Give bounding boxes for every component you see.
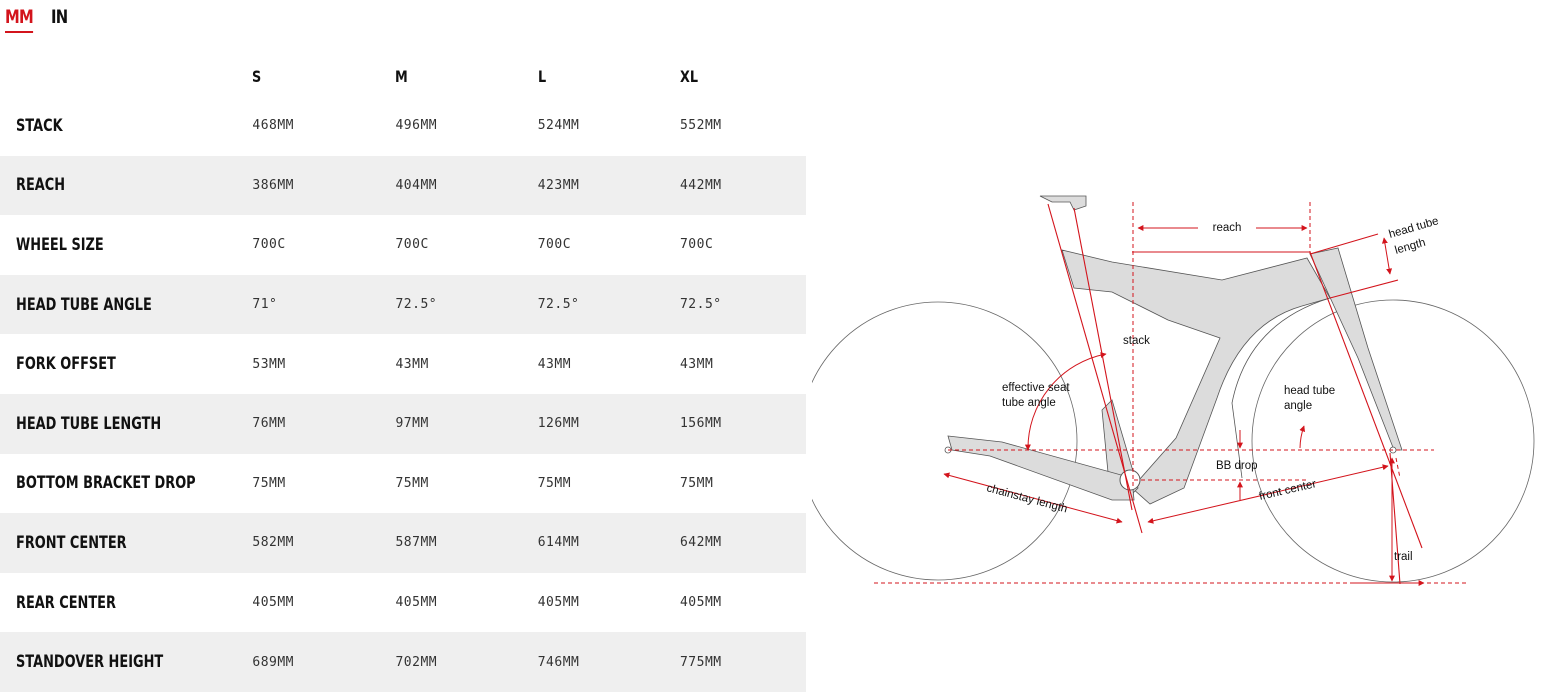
cell-value: 404MM [395, 177, 438, 193]
label-reach: reach [1212, 222, 1242, 234]
cell-value: 53MM [252, 356, 286, 372]
cell-value: 496MM [395, 118, 438, 134]
cell-value: 43MM [679, 356, 714, 372]
cell-value: 126MM [537, 416, 580, 432]
cell-value: 72.5° [679, 297, 722, 313]
table-row [0, 513, 806, 573]
cell-value: 97MM [395, 416, 429, 432]
cell-value: 75MM [395, 475, 429, 491]
table-row [0, 275, 806, 335]
cell-value: 775MM [679, 654, 722, 670]
row-label: FORK OFFSET [16, 354, 116, 375]
cell-value: 43MM [537, 356, 572, 372]
cell-value: 552MM [679, 118, 722, 134]
row-label: STANDOVER HEIGHT [16, 652, 164, 673]
table-row [0, 334, 806, 394]
cell-value: 700C [679, 237, 714, 253]
table-row [0, 215, 806, 275]
cell-value: 700C [252, 237, 286, 253]
label-stack: stack [1123, 335, 1150, 347]
size-header-xl: XL [679, 66, 699, 86]
size-header-l: L [537, 66, 546, 86]
cell-value: 442MM [679, 177, 722, 193]
cell-value: 75MM [252, 475, 286, 491]
cell-value: 156MM [679, 416, 722, 432]
label-head-tube-length-2: length [1393, 236, 1427, 257]
row-label: HEAD TUBE ANGLE [16, 294, 152, 315]
cell-value: 405MM [679, 595, 722, 611]
size-header-s: S [252, 66, 262, 86]
label-trail: trail [1394, 551, 1413, 563]
cell-value: 71° [252, 297, 278, 313]
table-row [0, 96, 806, 156]
geometry-table [0, 56, 806, 692]
cell-value: 700C [395, 237, 429, 253]
label-chainstay: chainstay length [985, 482, 1069, 516]
unit-tab-mm[interactable]: MM [5, 4, 33, 33]
cell-value: 614MM [537, 535, 580, 551]
row-label: REACH [16, 175, 66, 196]
header-spacer [0, 56, 252, 96]
label-seat-angle-1: effective seat [1002, 382, 1070, 394]
unit-tab-in[interactable]: IN [50, 6, 68, 28]
rear-wheel [812, 302, 1077, 580]
size-header-m: M [395, 66, 409, 86]
cell-value: 642MM [679, 535, 722, 551]
label-head-angle-1: head tube [1284, 385, 1336, 397]
table-row [0, 394, 806, 454]
bike-frame [948, 196, 1402, 504]
label-bb-drop: BB drop [1216, 460, 1258, 472]
cell-value: 524MM [537, 118, 580, 134]
cell-value: 405MM [395, 595, 438, 611]
cell-value: 75MM [537, 475, 572, 491]
row-label: STACK [16, 115, 63, 136]
label-head-tube-length-1: head tube [1387, 215, 1441, 241]
label-seat-angle-2: tube angle [1002, 397, 1056, 409]
cell-value: 72.5° [395, 297, 438, 313]
label-head-angle-2: angle [1284, 400, 1313, 412]
geometry-diagram [812, 188, 1542, 598]
row-label: BOTTOM BRACKET DROP [16, 473, 196, 494]
row-label: HEAD TUBE LENGTH [16, 413, 162, 434]
cell-value: 75MM [679, 475, 714, 491]
cell-value: 468MM [252, 118, 295, 134]
cell-value: 746MM [537, 654, 580, 670]
unit-toggle [5, 4, 72, 38]
cell-value: 582MM [252, 535, 295, 551]
label-front-center: front center [1257, 478, 1318, 503]
row-label: FRONT CENTER [16, 532, 127, 553]
cell-value: 702MM [395, 654, 438, 670]
row-label: WHEEL SIZE [16, 234, 104, 255]
cell-value: 423MM [537, 177, 580, 193]
table-row [0, 632, 806, 692]
cell-value: 587MM [395, 535, 438, 551]
cell-value: 689MM [252, 654, 295, 670]
table-row [0, 156, 806, 216]
cell-value: 43MM [395, 356, 429, 372]
cell-value: 700C [537, 237, 572, 253]
cell-value: 72.5° [537, 297, 580, 313]
table-header-row [0, 56, 806, 96]
table-row [0, 573, 806, 633]
cell-value: 386MM [252, 177, 295, 193]
cell-value: 405MM [537, 595, 580, 611]
cell-value: 405MM [252, 595, 295, 611]
table-row [0, 454, 806, 514]
row-label: REAR CENTER [16, 592, 116, 613]
cell-value: 76MM [252, 416, 286, 432]
